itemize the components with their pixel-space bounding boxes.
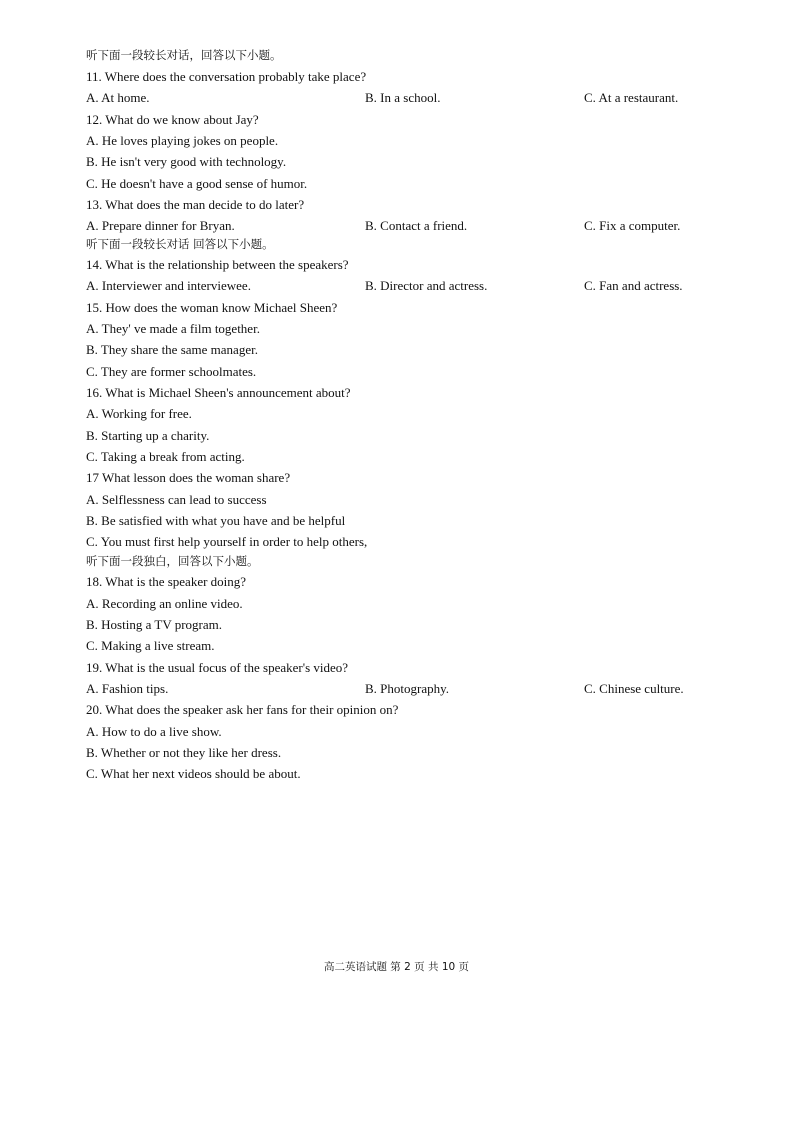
- option-17-b: B. Be satisfied with what you have and be helpful: [86, 513, 346, 528]
- option-16-b: B. Starting up a charity.: [86, 428, 210, 443]
- question-19: 19. What is the usual focus of the speaker's video?: [86, 660, 349, 675]
- option-13-b: B. Contact a friend.: [365, 218, 468, 233]
- question-18: 18. What is the speaker doing?: [86, 574, 247, 589]
- question-12: 12. What do we know about Jay?: [86, 112, 259, 127]
- option-17-c: C. You must first help yourself in order to help others,: [86, 534, 368, 549]
- option-20-c: C. What her next videos should be about.: [86, 766, 301, 781]
- option-13-c: C. Fix a computer.: [584, 218, 681, 233]
- option-17-a: A. Selflessness can lead to success: [86, 492, 267, 507]
- option-20-a: A. How to do a live show.: [86, 724, 222, 739]
- option-19-c: C. Chinese culture.: [584, 681, 684, 696]
- option-12-b: B. He isn't very good with technology.: [86, 154, 287, 169]
- option-12-c: C. He doesn't have a good sense of humor.: [86, 176, 308, 191]
- question-14: 14. What is the relationship between the speakers?: [86, 257, 349, 272]
- section-heading-1: 听下面一段较长对话，回答以下小题。: [86, 48, 282, 62]
- section-heading-3: 听下面一段独白，回答以下小题。: [86, 554, 259, 568]
- option-11-b: B. In a school.: [365, 90, 441, 105]
- option-20-b: B. Whether or not they like her dress.: [86, 745, 282, 760]
- page-footer: 高二英语试题 第 2 页 共 10 页: [323, 961, 470, 973]
- option-18-a: A. Recording an online video.: [86, 596, 243, 611]
- option-16-c: C. Taking a break from acting.: [86, 449, 245, 464]
- option-14-a: A. Interviewer and interviewee.: [86, 278, 251, 293]
- option-12-a: A. He loves playing jokes on people.: [86, 133, 279, 148]
- option-13-a: A. Prepare dinner for Bryan.: [86, 218, 235, 233]
- section-heading-2: 听下面一段较长对话 回答以下小题。: [86, 237, 274, 251]
- question-11: 11. Where does the conversation probably take place?: [86, 69, 367, 84]
- question-20: 20. What does the speaker ask her fans for their opinion on?: [86, 702, 399, 717]
- option-19-a: A. Fashion tips.: [86, 681, 169, 696]
- question-17: 17 What lesson does the woman share?: [86, 470, 291, 485]
- option-19-b: B. Photography.: [365, 681, 450, 696]
- option-15-b: B. They share the same manager.: [86, 342, 258, 357]
- option-14-c: C. Fan and actress.: [584, 278, 683, 293]
- option-14-b: B. Director and actress.: [365, 278, 488, 293]
- option-15-a: A. They' ve made a film together.: [86, 321, 260, 336]
- question-15: 15. How does the woman know Michael Sheen?: [86, 300, 338, 315]
- option-16-a: A. Working for free.: [86, 406, 192, 421]
- option-11-a: A. At home.: [86, 90, 150, 105]
- option-15-c: C. They are former schoolmates.: [86, 364, 257, 379]
- option-18-b: B. Hosting a TV program.: [86, 617, 223, 632]
- question-13: 13. What does the man decide to do later?: [86, 197, 305, 212]
- option-11-c: C. At a restaurant.: [584, 90, 679, 105]
- option-18-c: C. Making a live stream.: [86, 638, 215, 653]
- question-16: 16. What is Michael Sheen's announcement about?: [86, 385, 351, 400]
